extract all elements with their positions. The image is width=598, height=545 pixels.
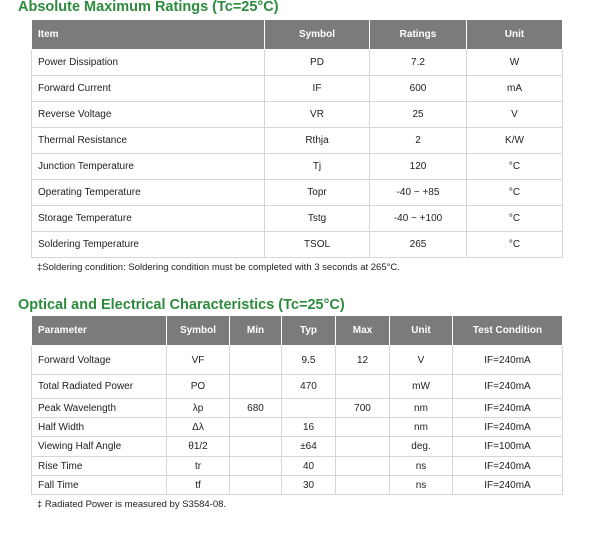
cell-min xyxy=(230,346,282,375)
cell-unit: °C xyxy=(467,180,563,206)
cell-item: Soldering Temperature xyxy=(32,232,265,258)
cell-unit: deg. xyxy=(390,437,453,457)
cell-parameter: Forward Voltage xyxy=(32,346,167,375)
table-row xyxy=(32,346,563,375)
header-unit: Unit xyxy=(390,316,453,346)
soldering-note: ‡Soldering condition: Soldering condition must be completed with 3 seconds at 265°C. xyxy=(37,262,400,273)
table-row xyxy=(32,476,563,495)
cell-min xyxy=(230,457,282,476)
cell-parameter: Viewing Half Angle xyxy=(32,437,167,457)
cell-unit: °C xyxy=(467,206,563,232)
cell-test-condition: IF=240mA xyxy=(453,457,563,476)
header-item: Item xyxy=(32,20,265,50)
cell-item: Thermal Resistance xyxy=(32,128,265,154)
cell-rating: 265 xyxy=(370,232,467,258)
cell-test-condition: IF=240mA xyxy=(453,476,563,495)
header-ratings: Ratings xyxy=(370,20,467,50)
cell-typ: 9.5 xyxy=(282,346,336,375)
cell-unit: ns xyxy=(390,476,453,495)
cell-symbol: PO xyxy=(167,375,230,399)
cell-test-condition: IF=240mA xyxy=(453,346,563,375)
cell-symbol: TSOL xyxy=(265,232,370,258)
table-row xyxy=(32,232,563,258)
cell-symbol: VF xyxy=(167,346,230,375)
cell-symbol: Topr xyxy=(265,180,370,206)
cell-symbol: λp xyxy=(167,399,230,418)
cell-rating: 7.2 xyxy=(370,50,467,76)
header-typ: Typ xyxy=(282,316,336,346)
cell-symbol: PD xyxy=(265,50,370,76)
cell-min xyxy=(230,418,282,437)
cell-typ: 40 xyxy=(282,457,336,476)
cell-item: Junction Temperature xyxy=(32,154,265,180)
cell-symbol: Rthja xyxy=(265,128,370,154)
cell-typ: 30 xyxy=(282,476,336,495)
cell-symbol: tr xyxy=(167,457,230,476)
header-unit: Unit xyxy=(467,20,563,50)
cell-max xyxy=(336,437,390,457)
table-row xyxy=(32,399,563,418)
cell-parameter: Half Width xyxy=(32,418,167,437)
optical-electrical-table xyxy=(31,315,563,495)
cell-item: Operating Temperature xyxy=(32,180,265,206)
cell-unit: °C xyxy=(467,154,563,180)
cell-rating: -40 ~ +100 xyxy=(370,206,467,232)
cell-test-condition: IF=240mA xyxy=(453,375,563,399)
cell-symbol: Tj xyxy=(265,154,370,180)
cell-rating: -40 ~ +85 xyxy=(370,180,467,206)
cell-unit: nm xyxy=(390,418,453,437)
cell-min: 680 xyxy=(230,399,282,418)
table-row xyxy=(32,154,563,180)
cell-symbol: IF xyxy=(265,76,370,102)
header-test-condition: Test Condition xyxy=(453,316,563,346)
radiated-power-note: ‡ Radiated Power is measured by S3584-08. xyxy=(37,499,227,510)
cell-typ xyxy=(282,399,336,418)
cell-max: 700 xyxy=(336,399,390,418)
cell-rating: 600 xyxy=(370,76,467,102)
cell-unit: W xyxy=(467,50,563,76)
cell-unit: V xyxy=(390,346,453,375)
table-row xyxy=(32,102,563,128)
table-row xyxy=(32,76,563,102)
table-row xyxy=(32,375,563,399)
cell-test-condition: IF=240mA xyxy=(453,399,563,418)
table-row xyxy=(32,180,563,206)
header-max: Max xyxy=(336,316,390,346)
cell-unit: K/W xyxy=(467,128,563,154)
cell-test-condition: IF=100mA xyxy=(453,437,563,457)
cell-typ: 16 xyxy=(282,418,336,437)
cell-symbol: Δλ xyxy=(167,418,230,437)
cell-item: Power Dissipation xyxy=(32,50,265,76)
cell-symbol: tf xyxy=(167,476,230,495)
cell-parameter: Fall Time xyxy=(32,476,167,495)
cell-item: Forward Current xyxy=(32,76,265,102)
cell-typ: 470 xyxy=(282,375,336,399)
cell-parameter: Rise Time xyxy=(32,457,167,476)
table-row xyxy=(32,437,563,457)
table-header-row xyxy=(32,20,563,50)
cell-rating: 120 xyxy=(370,154,467,180)
section-title-optical-electrical: Optical and Electrical Characteristics (Tc=25°C) xyxy=(18,297,345,313)
cell-item: Reverse Voltage xyxy=(32,102,265,128)
header-min: Min xyxy=(230,316,282,346)
cell-min xyxy=(230,375,282,399)
table-row xyxy=(32,206,563,232)
cell-unit: nm xyxy=(390,399,453,418)
table-row xyxy=(32,128,563,154)
cell-unit: mW xyxy=(390,375,453,399)
cell-max: 12 xyxy=(336,346,390,375)
cell-parameter: Total Radiated Power xyxy=(32,375,167,399)
absolute-max-ratings-table xyxy=(31,19,563,258)
cell-test-condition: IF=240mA xyxy=(453,418,563,437)
cell-max xyxy=(336,375,390,399)
cell-typ: ±64 xyxy=(282,437,336,457)
header-parameter: Parameter xyxy=(32,316,167,346)
cell-unit: V xyxy=(467,102,563,128)
section-title-absolute-max: Absolute Maximum Ratings (Tc=25°C) xyxy=(18,0,279,15)
cell-symbol: Tstg xyxy=(265,206,370,232)
table-row xyxy=(32,50,563,76)
cell-rating: 25 xyxy=(370,102,467,128)
cell-unit: ns xyxy=(390,457,453,476)
cell-max xyxy=(336,457,390,476)
cell-symbol: θ1/2 xyxy=(167,437,230,457)
cell-min xyxy=(230,437,282,457)
cell-min xyxy=(230,476,282,495)
cell-unit: °C xyxy=(467,232,563,258)
cell-max xyxy=(336,476,390,495)
table-row xyxy=(32,418,563,437)
header-symbol: Symbol xyxy=(265,20,370,50)
cell-rating: 2 xyxy=(370,128,467,154)
cell-unit: mA xyxy=(467,76,563,102)
cell-max xyxy=(336,418,390,437)
cell-symbol: VR xyxy=(265,102,370,128)
cell-item: Storage Temperature xyxy=(32,206,265,232)
table-header-row xyxy=(32,316,563,346)
cell-parameter: Peak Wavelength xyxy=(32,399,167,418)
table-row xyxy=(32,457,563,476)
header-symbol: Symbol xyxy=(167,316,230,346)
